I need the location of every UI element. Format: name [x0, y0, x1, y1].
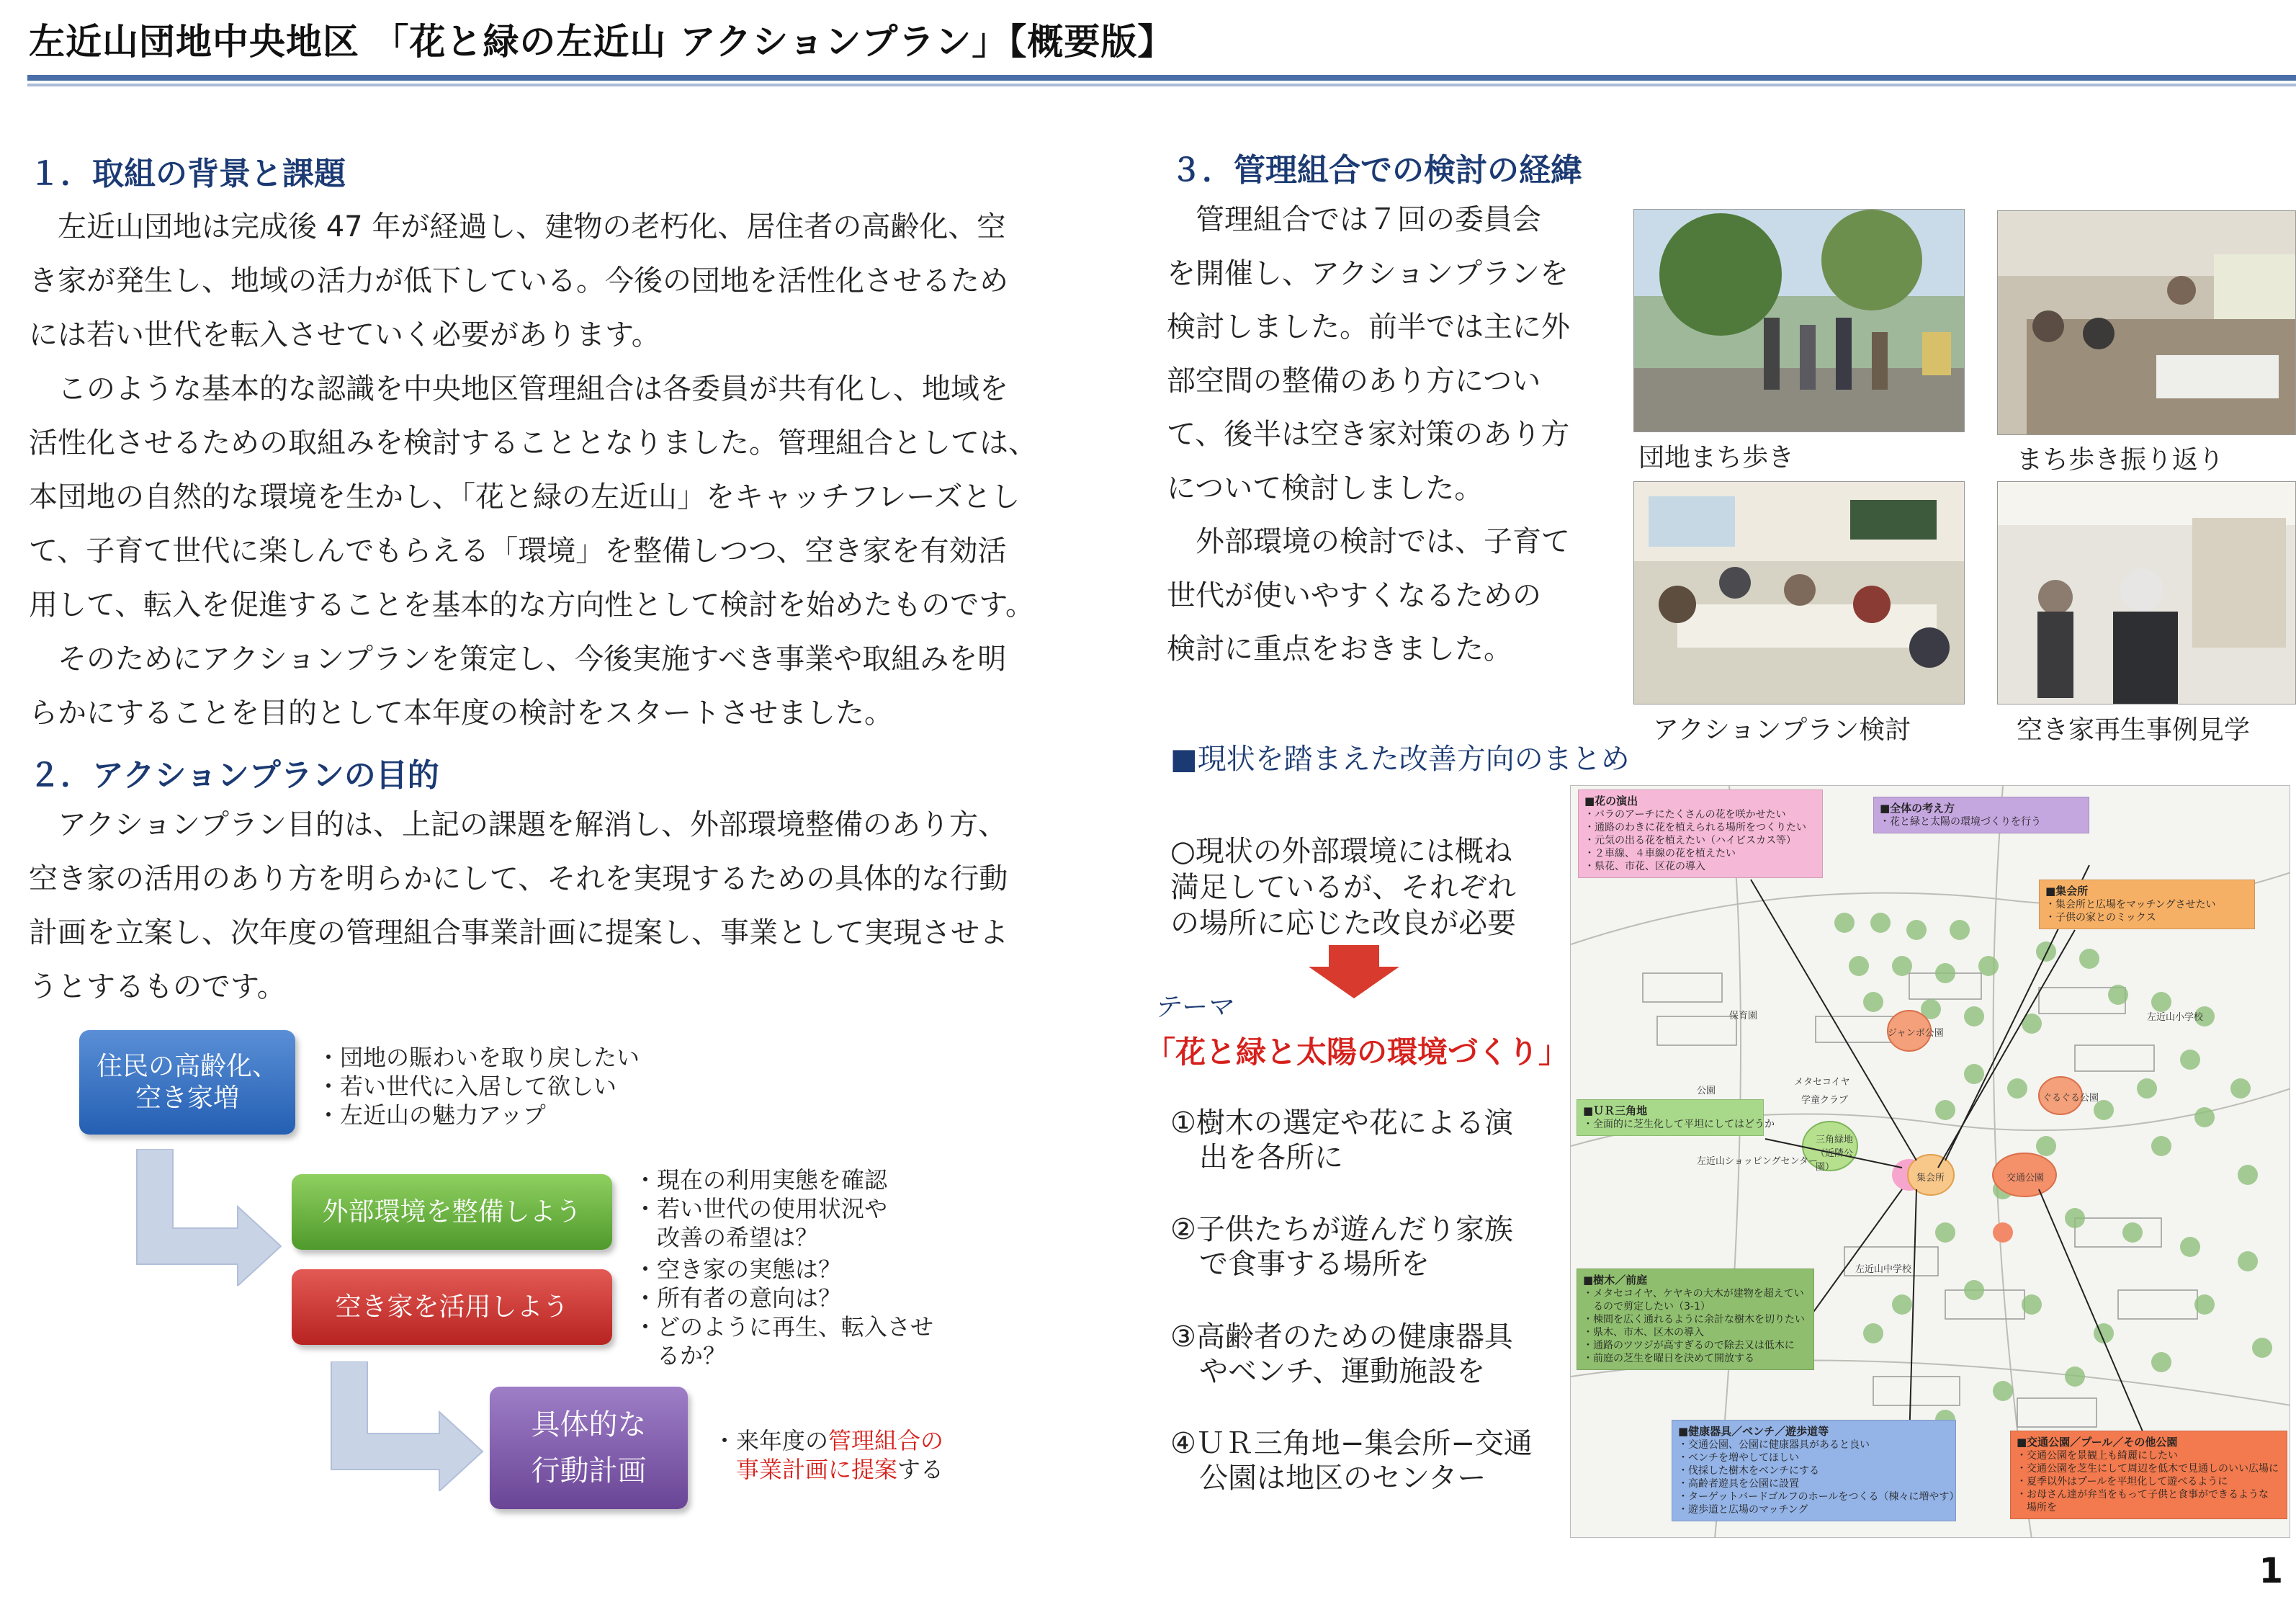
map-note-line: ・花と緑と太陽の環境づくりを行う: [1880, 816, 2041, 828]
summary-item-line: ①樹木の選定や花による演: [1170, 1106, 1513, 1140]
map-label-school: 左近山小学校: [2147, 1012, 2204, 1023]
map-label-park: ぐるぐる公園: [2042, 1093, 2099, 1104]
section1-line: 左近山団地は完成後 47 年が経過し、建物の老朽化、居住者の高齢化、空: [29, 210, 1006, 243]
summary-item-line: ④ＵＲ三角地−集会所−交通: [1170, 1427, 1533, 1460]
map-note-line: ・交通公園、公園に健康器具があると良い: [1678, 1439, 1870, 1451]
down-arrow-icon: [1307, 945, 1401, 999]
note-item: ・団地の賑わいを取り戻したい: [317, 1044, 640, 1071]
note-item: [713, 1455, 943, 1484]
note-item: ・左近山の魅力アップ: [317, 1101, 546, 1129]
section1-line: このような基本的な認識を中央地区管理組合は各委員が共有化し、地域を: [29, 372, 1008, 406]
summary-intro: [1170, 833, 1516, 941]
flow-box-aging: [79, 1030, 295, 1135]
section3-line: て、後半は空き家対策のあり方: [1167, 418, 1570, 451]
map-note-line: ・交通公園を景観上も綺麗にしたい: [2017, 1450, 2178, 1462]
summary-item: [1170, 1320, 1513, 1389]
map-note-title: ■樹木／前庭: [1583, 1274, 1648, 1287]
map-note-line: ・集会所と広場をマッチングさせたい: [2045, 899, 2216, 911]
map-note-line: 場所を: [2017, 1502, 2057, 1513]
section2-heading: ２．アクションプランの目的: [29, 757, 439, 794]
title-rule-thin: [27, 84, 2296, 86]
site-map: [1570, 785, 2290, 1538]
section2-line: 計画を立案し、次年度の管理組合事業計画に提案し、事業として実現させよ: [29, 916, 1008, 949]
map-note-line: ・メタセコイヤ、ケヤキの大木が建物を超えてい: [1583, 1288, 1804, 1299]
note-item: ・現在の利用実態を確認: [634, 1166, 888, 1194]
section1-line: 活性化させるための取組みを検討することとなりました。管理組合としては、: [29, 426, 1037, 460]
flow-box4-notes: [713, 1426, 943, 1484]
summary-item: [1170, 1426, 1533, 1495]
section1-line: て、子育て世代に楽しんでもらえる「環境」を整備しつつ、空き家を有効活: [29, 534, 1007, 568]
map-note-flower: [1578, 789, 1823, 878]
section1-line: き家が発生し、地域の活力が低下している。今後の団地を活性化させるため: [29, 264, 1008, 298]
map-note-health: [1672, 1420, 1960, 1521]
flow-box1-notes: [317, 1043, 640, 1129]
note-item: 改善の希望は？: [634, 1224, 819, 1251]
flow-arrow-2: [324, 1361, 490, 1491]
flow-box2-notes: [634, 1166, 887, 1252]
section2-body: [29, 798, 1008, 1014]
section1-line: そのためにアクションプランを策定し、今後実施すべき事業や取組みを明: [29, 643, 1007, 676]
map-note-line: ・バラのアーチにたくさんの花を咲かせたい: [1584, 809, 1786, 820]
map-note-line: ・交通公園を芝生にして周辺を低木で見通しのいい広場に: [2017, 1463, 2279, 1475]
note-item: るか？: [634, 1342, 727, 1369]
map-note-title: ■健康器具／ベンチ／遊歩道等: [1678, 1425, 1829, 1438]
photo-plan-review-image: [1634, 482, 1965, 704]
map-label-shopping: 左近山ショッピングセンター: [1697, 1156, 1818, 1167]
summary-item-line: やベンチ、運動施設を: [1170, 1355, 1486, 1388]
note-item: ・若い世代の使用状況や: [634, 1195, 888, 1222]
map-note-line: ・お母さん達が弁当をもって子供と食事ができるような: [2017, 1489, 2269, 1500]
note-item: ・空き家の実態は？: [634, 1256, 842, 1283]
caption-town-walk: 団地まち歩き: [1638, 443, 1795, 473]
section3-body: [1167, 193, 1570, 676]
page-number: 1: [2259, 1551, 2283, 1591]
section3-line: 検討に重点をおきました。: [1167, 632, 1512, 666]
flow-box-aging-line: 住民の高齢化、: [96, 1051, 278, 1081]
map-note-line: ・通路のツツジが高すぎるので除去又は低木に: [1583, 1340, 1795, 1351]
map-note-title: ■全体の考え方: [1880, 802, 1955, 815]
page-title: 左近山団地中央地区 「花と緑の左近山 アクションプラン」【概要版】: [29, 21, 1175, 63]
map-note-line: ・県花、市花、区花の導入: [1584, 861, 1705, 872]
flow-box-environment: [292, 1174, 612, 1250]
map-label-park: 公園: [1697, 1086, 1716, 1096]
flow-box-action-plan-line: 行動計画: [531, 1454, 647, 1488]
map-note-line: ・棟間を広く通れるように余計な樹木を切りたい: [1583, 1314, 1805, 1325]
map-note-traffic-park: [2010, 1431, 2287, 1519]
section3-line: について検討しました。: [1167, 471, 1484, 505]
map-label-school: 左近山中学校: [1855, 1264, 1912, 1275]
map-label-tree: メタセコイヤ: [1794, 1077, 1850, 1088]
map-note-line: ・伐採した樹木をベンチにする: [1678, 1465, 1819, 1477]
map-note-line: ・子供の家とのミックス: [2045, 912, 2156, 923]
section1-line: には若い世代を転入させていく必要があります。: [29, 318, 660, 352]
note-highlight: 管理組合の: [828, 1427, 944, 1454]
map-note-title: ■ＵＲ三角地: [1583, 1104, 1648, 1117]
photo-town-walk-image: [1634, 210, 1965, 432]
section2-line: うとするものです。: [29, 970, 286, 1003]
section1-line: らかにすることを目的として本年度の検討をスタートさせました。: [29, 697, 893, 730]
map-note-line: ・県木、市木、区木の導入: [1583, 1327, 1704, 1338]
note-highlight: 事業計画に提案: [736, 1456, 898, 1483]
section3-heading: ３．管理組合での検討の経緯: [1170, 152, 1582, 189]
note-item: ・若い世代に入居して欲しい: [317, 1073, 617, 1100]
summary-item-line: で食事する場所を: [1170, 1248, 1430, 1281]
theme-label: テーマ: [1154, 993, 1232, 1022]
note-item: ・どのように再生、転入させ: [634, 1313, 934, 1341]
section1-line: 本団地の自然的な環境を生かし、「花と緑の左近山」をキャッチフレーズとし: [29, 480, 1021, 514]
flow-box-environment-label: 外部環境を整備しよう: [322, 1196, 582, 1227]
summary-item-line: 公園は地区のセンター: [1170, 1462, 1486, 1495]
caption-plan-review: アクションプラン検討: [1653, 715, 1911, 745]
map-note-line: ・前庭の芝生を曜日を決めて開放する: [1583, 1353, 1754, 1364]
map-note-line: ・夏季以外はプールを平坦化して遊べるように: [2017, 1476, 2228, 1488]
section1-body: [29, 200, 1037, 741]
summary-item-line: ③高齢者のための健康器具: [1170, 1320, 1513, 1354]
note-item: ・所有者の意向は？: [634, 1284, 842, 1312]
summary-item: [1170, 1106, 1513, 1175]
map-note-title: ■花の演出: [1584, 795, 1638, 808]
map-note-line: ・ベンチを増やしてほしい: [1678, 1452, 1799, 1464]
summary-intro-line: の場所に応じた改良が必要: [1170, 907, 1516, 940]
section3-line: 外部環境の検討では、子育て: [1167, 525, 1570, 558]
summary-intro-line: 満足しているが、それぞれ: [1170, 871, 1516, 904]
map-label-triangle: 三角緑地（近隣公園）: [1816, 1135, 1854, 1173]
caption-walk-review: まち歩き振り返り: [2017, 445, 2225, 475]
flow-box-action-plan: [490, 1387, 688, 1509]
flow-box-action-plan-line: 具体的な: [531, 1408, 647, 1441]
caption-vacancy-tour: 空き家再生事例見学: [2017, 715, 2251, 745]
photo-walk-review: [1997, 210, 2296, 435]
section3-line: 管理組合では７回の委員会: [1167, 203, 1541, 236]
theme-text: 「花と緑と太陽の環境づくり」: [1145, 1034, 1569, 1070]
map-note-ur: [1577, 1099, 1775, 1136]
map-note-line: ・通路のわきに花を植えられる場所をつくりたい: [1584, 822, 1806, 833]
map-label-club: 学童クラブ: [1801, 1095, 1849, 1106]
section2-line: 空き家の活用のあり方を明らかにして、それを実現するための具体的な行動: [29, 862, 1008, 895]
map-note-line: ・遊歩道と広場のマッチング: [1678, 1504, 1808, 1516]
map-note-trees: [1577, 1269, 1814, 1370]
summary-item: [1170, 1212, 1513, 1281]
map-label-park: ジャンボ公園: [1888, 1028, 1944, 1039]
note-text: する: [897, 1456, 944, 1483]
section3-line: 世代が使いやすくなるための: [1167, 578, 1541, 612]
flow-box-aging-line: 空き家増: [135, 1083, 239, 1113]
map-note-line: ・全面的に芝生化して平坦にしてはどうか: [1583, 1119, 1775, 1130]
photo-plan-review: [1633, 481, 1965, 704]
map-note-line: ・２車線、４車線の花を植えたい: [1584, 848, 1736, 859]
map-note-line: ・元気の出る花を植えたい（ハイビスカス等）: [1584, 835, 1796, 846]
summary-item-line: ②子供たちが遊んだり家族: [1170, 1213, 1513, 1246]
summary-item-line: 出を各所に: [1170, 1141, 1343, 1174]
photo-walk-review-image: [1998, 211, 2296, 435]
section3-line: を開催し、アクションプランを: [1167, 256, 1569, 290]
map-note-line: るので剪定したい（3-1）: [1583, 1301, 1710, 1312]
summary-intro-line: ○現状の外部環境には概ね: [1170, 835, 1512, 868]
map-label-nursery: 保育園: [1729, 1011, 1758, 1021]
summary-heading: ■現状を踏まえた改善方向のまとめ: [1170, 743, 1630, 776]
map-note-title: ■集会所: [2045, 885, 2089, 898]
photo-vacancy-tour-image: [1998, 482, 2296, 704]
section2-line: アクションプラン目的は、上記の課題を解消し、外部環境整備のあり方、: [29, 808, 1007, 841]
section1-heading: １．取組の背景と課題: [29, 156, 346, 192]
section1-line: 用して、転入を促進することを基本的な方向性として検討を始めたものです。: [29, 589, 1034, 622]
flow-box-vacant: [292, 1269, 612, 1345]
map-label-park: 交通公園: [2006, 1173, 2045, 1184]
map-note-meeting-hall: [2039, 880, 2255, 929]
map-label-meeting-hall: 集会所: [1916, 1173, 1945, 1184]
note-item: [713, 1426, 943, 1455]
photo-town-walk: [1633, 209, 1965, 432]
map-note-line: ・ターゲットバードゴルフのホールをつくる（棟々に増やす）: [1678, 1491, 1960, 1503]
note-text: ・来年度の: [713, 1427, 829, 1454]
section3-line: 部空間の整備のあり方につい: [1167, 364, 1541, 398]
flow-box3-notes: [634, 1255, 933, 1370]
section3-line: 検討しました。前半では主に外: [1167, 310, 1570, 344]
photo-vacancy-tour: [1997, 481, 2296, 704]
title-rule: [27, 75, 2296, 81]
map-note-line: ・高齢者遊具を公園に設置: [1678, 1478, 1799, 1490]
map-note-overall: [1873, 797, 2089, 833]
flow-arrow-1: [130, 1149, 288, 1286]
map-note-title: ■交通公園／プール／その他公園: [2017, 1436, 2178, 1449]
flow-box-vacant-label: 空き家を活用しよう: [335, 1292, 569, 1322]
